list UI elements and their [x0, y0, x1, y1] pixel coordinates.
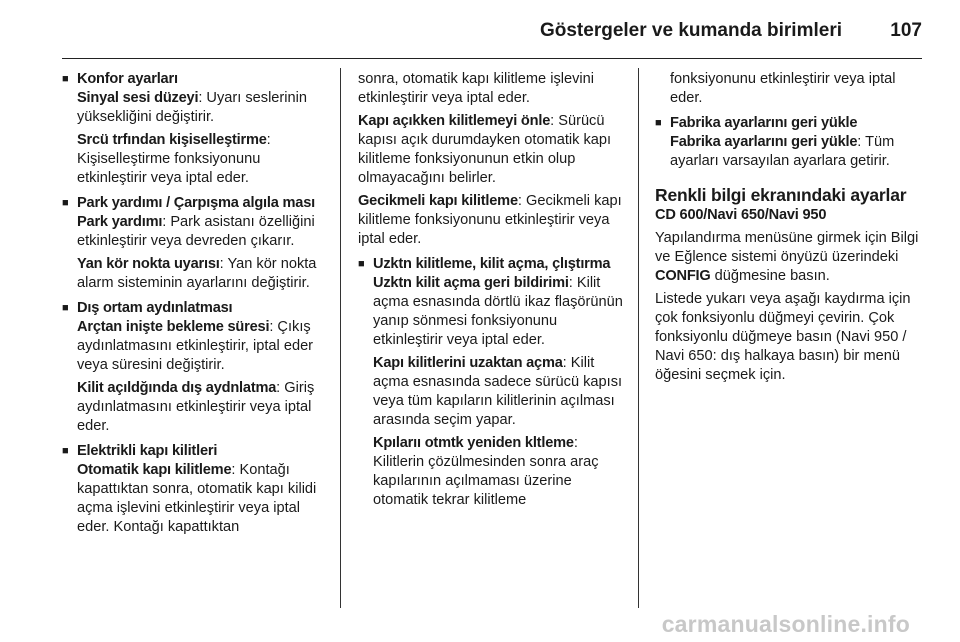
bullet-heading: Fabrika ayarlarını geri yükle — [670, 115, 858, 131]
column-2 — [358, 70, 624, 510]
setting-entry — [655, 133, 921, 171]
bullet-icon: ■ — [62, 73, 69, 85]
paragraph-text: Yapılandırma menüsüne girmek için Bilgi ve Eğlence sistemi önyüzü üzerindeki — [655, 230, 919, 265]
setting-label: Kpılarıı otmtk yeniden kltleme — [373, 435, 574, 451]
setting-label: Uzktn kilit açma geri bildirimi — [373, 275, 569, 291]
setting-entry — [358, 354, 624, 430]
subsection-title: CD 600/Navi 650/Navi 950 — [655, 207, 827, 223]
setting-text: : Kilit açma esnasında sadece sürücü kapısı veya tüm kapıların kilitlerinin açılması arasında seçim yapar. — [373, 355, 623, 428]
setting-entry — [62, 461, 330, 537]
setting-text: : Kilitlerin çözülmesinden sonra araç kapılarının açılmaması üzerine otomatik tekrar kilitleme — [373, 435, 599, 508]
setting-label: Sinyal sesi düzeyi — [77, 90, 199, 106]
setting-entry — [358, 112, 624, 188]
setting-entry — [62, 89, 330, 127]
setting-label: Otomatik kapı kilitleme — [77, 462, 232, 478]
paragraph-text: düğmesine basın. — [710, 268, 830, 284]
bullet-heading: Elektrikli kapı kilitleri — [77, 443, 218, 459]
setting-text: : Gecikmeli kapı kilitleme fonksiyonunu etkinleştirir veya iptal eder. — [358, 193, 622, 247]
setting-label: Park yardımı — [77, 214, 163, 230]
header-rule — [62, 58, 922, 59]
continued-text: fonksiyonunu etkinleştirir veya iptal eder. — [670, 71, 896, 106]
setting-entry — [358, 434, 624, 510]
setting-text: : Kontağı kapattıktan sonra, otomatik kapı kilidi açma işlevini etkinleştirir veya iptal eder. Kontağı kapattıktan — [77, 462, 317, 535]
header-title: Göstergeler ve kumanda birimleri — [539, 20, 842, 41]
setting-text: : Kilit açma esnasında dörtlü ikaz flaşörünün yanıp sönmesi fonksiyonunu etkinleştirir veya iptal eder. — [373, 275, 623, 348]
continued-text: sonra, otomatik kapı kilitleme işlevini etkinleştirir veya iptal eder. — [358, 71, 595, 106]
setting-entry — [62, 131, 330, 188]
setting-text: : Uyarı seslerinin yüksekliğini değiştirir. — [77, 90, 308, 125]
bullet-icon: ■ — [655, 117, 662, 129]
setting-entry — [62, 213, 330, 251]
column-divider — [638, 68, 639, 608]
bullet-icon: ■ — [62, 302, 69, 314]
paragraph — [655, 229, 921, 286]
paragraph: Listede yukarı veya aşağı kaydırma için çok fonksiyonlu düğmeyi çevirin. Çok fonksiyonlu düğmeye basın (Navi 950 / Navi 650: dış halkaya basın) bir menü öğesini seçmek için. — [655, 291, 911, 383]
bullet-item — [655, 114, 921, 133]
watermark: carmanualsonline.info — [661, 611, 910, 637]
page-number: 107 — [890, 20, 922, 41]
setting-label: Kapı kilitlerini uzaktan açma — [373, 355, 563, 371]
setting-text: : Tüm ayarları varsayılan ayarlara getirir. — [670, 134, 895, 169]
column-1 — [62, 70, 330, 537]
setting-entry — [358, 274, 624, 350]
setting-label: Fabrika ayarlarını geri yükle — [670, 134, 858, 150]
bullet-heading: Park yardımı / Çarpışma algıla ması — [77, 195, 315, 211]
setting-text: : Sürücü kapısı açık durumdayken otomatik kapı kilitleme fonksiyonunun etkin olup olmayacağını belirler. — [358, 113, 612, 186]
setting-text: : Park asistanı özelliğini etkinleştirir veya devreden çıkarır. — [77, 214, 315, 249]
setting-label: Kapı açıkken kilitlemeyi önle — [358, 113, 551, 129]
setting-label: Kilit açıldğında dış aydnlatma — [77, 380, 277, 396]
bullet-item — [358, 255, 624, 274]
bullet-item — [62, 299, 330, 318]
bullet-item — [62, 442, 330, 461]
bullet-icon: ■ — [62, 197, 69, 209]
setting-text: : Çıkış aydınlatmasını etkinleştirir, iptal eder veya süresini değiştirir. — [77, 319, 314, 373]
setting-text: : Kişiselleştirme fonksiyonunu etkinleştirir veya iptal eder. — [77, 132, 271, 186]
setting-label: Arçtan inişte bekleme süresi — [77, 319, 270, 335]
setting-entry — [62, 255, 330, 293]
setting-label: Gecikmeli kapı kilitleme — [358, 193, 518, 209]
setting-entry — [62, 318, 330, 375]
setting-text: : Yan kör nokta alarm sisteminin ayarlarını değiştirir. — [77, 256, 317, 291]
setting-text: : Giriş aydınlatmasını etkinleştirir veya iptal eder. — [77, 380, 315, 434]
bullet-icon: ■ — [62, 445, 69, 457]
column-divider — [340, 68, 341, 608]
bullet-item — [62, 70, 330, 89]
bullet-icon: ■ — [358, 258, 365, 270]
section-title: Renkli bilgi ekranındaki ayarlar — [655, 185, 907, 205]
config-key-label: CONFIG — [655, 268, 711, 284]
setting-entry — [358, 192, 624, 249]
column-3 — [655, 70, 921, 385]
setting-label: Yan kör nokta uyarısı — [77, 256, 220, 272]
bullet-heading: Konfor ayarları — [77, 71, 178, 87]
bullet-item — [62, 194, 330, 213]
setting-entry — [62, 379, 330, 436]
bullet-heading: Dış ortam aydınlatması — [77, 300, 233, 316]
setting-label: Srcü trfından kişiselleştirme — [77, 132, 267, 148]
bullet-heading: Uzktn kilitleme, kilit açma, çlıştırma — [373, 256, 611, 272]
